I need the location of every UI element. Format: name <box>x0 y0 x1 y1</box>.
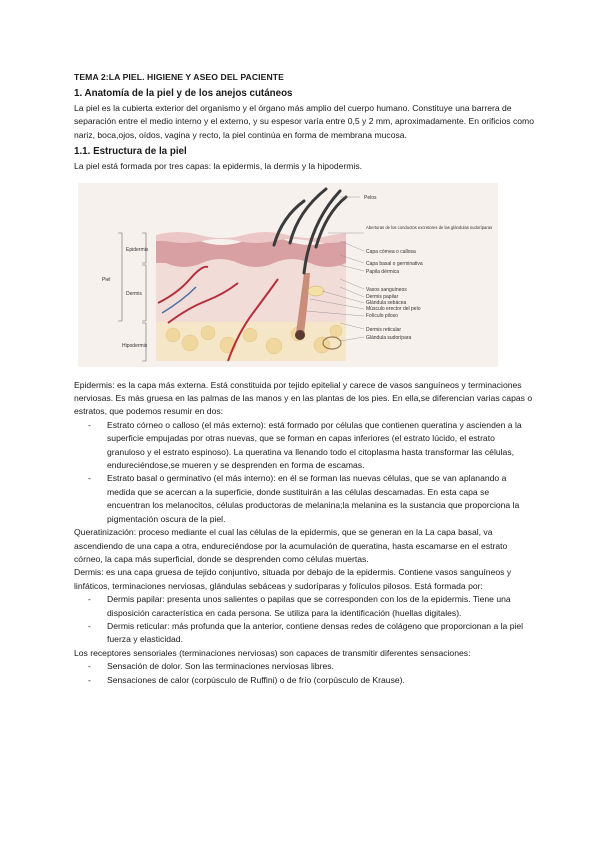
list-bullet: - <box>88 473 91 484</box>
label-capa-basal: Capa basal o germinativa <box>366 260 423 267</box>
label-dermis-papilar: Dermis papilar <box>366 293 399 300</box>
receptores-list <box>74 660 534 687</box>
list-item <box>74 620 534 647</box>
label-aberturas: Aberturas de los conductos excretores de las glándulas sudoríparas <box>366 224 493 230</box>
list-item-text: Dermis papilar: presenta unos salientes o papilas que se corresponden con los de la epidermis. Tiene una disposición característica en cada persona. Se utiliza para la identificación (huellas digitales). <box>107 594 511 618</box>
list-bullet: - <box>88 674 91 685</box>
label-foliculo-piloso: Folículo piloso <box>366 312 398 319</box>
label-dermis: Dermis <box>126 290 142 297</box>
label-glandula-sudoripara: Glándula sudorípara <box>366 334 412 341</box>
list-item-text: Sensación de dolor. Son las terminaciones nerviosas libres. <box>107 661 334 672</box>
label-glandula-sebacea: Glándula sebácea <box>366 299 407 306</box>
list-item-text: Estrato basal o germinativo (el más interno): en él se forman las nuevas células, que se van aplanando a medida que se acercan a la superficie, donde sustituirán a las células descamadas. En esta capa se encuentran los melanocitos, células productoras de melanina;la melanina es la sustancia que proporciona la pigmentación oscura de la piel. <box>107 473 520 524</box>
epidermis-list <box>74 419 534 526</box>
list-bullet: - <box>88 419 91 430</box>
paragraph-estructura: La piel está formada por tres capas: la epidermis, la dermis y la hipodermis. <box>74 161 363 172</box>
label-hipodermis: Hipodermis <box>122 342 148 349</box>
paragraph-epidermis: Epidermis: es la capa más externa. Está constituida por tejido epitelial y carece de vasos sanguíneos y terminaciones nerviosas. Es más gruesa en las palmas de las manos y en las plantas de los pies. En ella,se diferencian varias capas o estratos, que podemos resumir en dos: <box>74 379 533 417</box>
list-item <box>74 472 534 526</box>
label-epidermis: Epidermis <box>126 246 149 253</box>
document-title: TEMA 2:LA PIEL. HIGIENE Y ASEO DEL PACIENTE <box>74 72 284 82</box>
section-heading-estructura: 1.1. Estructura de la piel <box>74 146 187 158</box>
list-bullet: - <box>88 661 91 672</box>
list-item-text: Dermis reticular: más profunda que la anterior, contiene densas redes de colágeno que proporcionan a la piel fuerza y elasticidad. <box>107 620 524 645</box>
list-item-text: Sensaciones de calor (corpúsculo de Ruffini) o de frío (corpúsculo de Krause). <box>107 674 405 685</box>
document-page <box>74 72 534 687</box>
label-papila-dermica: Papila dérmica <box>366 268 400 275</box>
skin-structure-illustration <box>78 183 498 367</box>
label-dermis-reticular: Dermis reticular <box>366 326 402 333</box>
list-bullet: - <box>88 620 91 631</box>
label-vasos-sanguineos: Vasos sanguíneos <box>366 286 407 293</box>
section-heading-anatomia: 1. Anatomía de la piel y de los anejos cutáneos <box>74 88 293 99</box>
dermis-list <box>74 593 534 647</box>
paragraph-dermis: Dermis: es una capa gruesa de tejido conjuntivo, situada por debajo de la epidermis. Contiene vasos sanguíneos y linfáticos, terminaciones nerviosas, glándulas sebáceas y sudoríparas y folículos pilosos. Está formada por: <box>74 567 512 591</box>
label-capa-cornea: Capa córnea o callosa <box>366 248 416 255</box>
skin-diagram-svg <box>78 183 498 367</box>
list-bullet: - <box>88 594 91 605</box>
list-item <box>74 419 534 473</box>
list-item <box>74 674 534 687</box>
paragraph-receptores: Los receptores sensoriales (terminaciones nerviosas) son capaces de transmitir diferentes sensaciones: <box>74 647 471 658</box>
label-pelos: Pelos <box>364 194 377 201</box>
list-item <box>74 593 534 620</box>
paragraph-queratinizacion: Queratinización: proceso mediante el cual las células de la epidermis, que se generan en la La capa basal, va ascendiendo de una capa a otra, endureciéndose por la acumulación de queratina, hasta escamarse en el estrato córneo, la capa más superficial, donde se desprenden como células muertas. <box>74 527 508 564</box>
paragraph-anatomia: La piel es la cubierta exterior del organismo y el órgano más amplio del cuerpo humano. Constituye una barrera de separación entre el medio interno y el externo, y su espesor varía entre 0,5 y 2 mm, aproximadamente. En orificios como nariz, boca,ojos, oídos, vagina y recto, la piel continúa en forma de membrana mucosa. <box>74 103 534 140</box>
list-item <box>74 660 534 673</box>
label-piel: Piel <box>102 276 111 283</box>
label-musculo-erector: Músculo erector del pelo <box>366 305 421 312</box>
list-item-text: Estrato córneo o calloso (el más externo): está formado por células que contienen queratina y ascienden a la superficie empujadas por otras nuevas, que se forman en capas inferiores (el estrato lúcido, el estrato granuloso y el estrato espinoso). La queratina va llenando todo el citoplasma hasta transformar las células, endureciéndose,se mueren y se desprenden en forma de escamas. <box>107 419 522 471</box>
